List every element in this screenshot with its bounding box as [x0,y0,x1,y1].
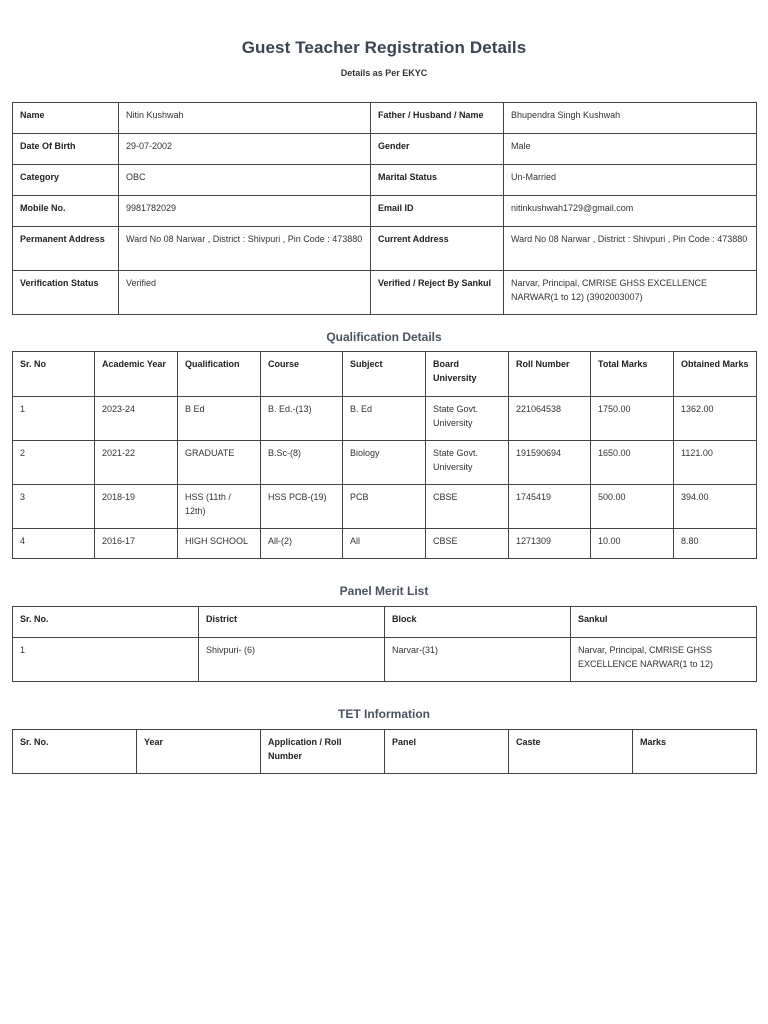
qualification-header-row [13,352,757,397]
field-value: 9981782029 [119,196,371,227]
field-label: Father / Husband / Name [371,103,504,134]
field-label: Date Of Birth [13,134,119,165]
table-cell: 1745419 [509,485,591,529]
field-label: Gender [371,134,504,165]
column-header: Qualification [178,352,261,397]
personal-row [13,103,757,134]
field-value: Ward No 08 Narwar , District : Shivpuri , Pin Code : 473880 [504,227,757,271]
table-cell: 2023-24 [95,397,178,441]
personal-row [13,271,757,315]
field-label: Permanent Address [13,227,119,271]
personal-row [13,134,757,165]
personal-row [13,227,757,271]
table-row [13,441,757,485]
table-cell: B Ed [178,397,261,441]
table-cell: HSS (11th / 12th) [178,485,261,529]
qualification-section-title: Qualification Details [326,330,442,344]
table-cell: B.Sc-(8) [261,441,343,485]
personal-row [13,165,757,196]
table-cell: 2016-17 [95,529,178,559]
table-cell: 8.80 [674,529,757,559]
table-cell: 1 [13,397,95,441]
column-header: Roll Number [509,352,591,397]
table-cell: HIGH SCHOOL [178,529,261,559]
field-label: Verified / Reject By Sankul [371,271,504,315]
table-cell: 2018-19 [95,485,178,529]
merit-header-row [13,607,757,638]
table-cell: 1 [13,638,199,682]
table-cell: 1362.00 [674,397,757,441]
column-header: Course [261,352,343,397]
table-cell: 2 [13,441,95,485]
table-row [13,529,757,559]
table-cell: HSS PCB-(19) [261,485,343,529]
field-label: Mobile No. [13,196,119,227]
table-cell: State Govt. University [426,397,509,441]
table-cell: Shivpuri- (6) [199,638,385,682]
table-cell: 4 [13,529,95,559]
field-value: OBC [119,165,371,196]
table-cell: PCB [343,485,426,529]
table-cell: Narvar-(31) [385,638,571,682]
field-label: Name [13,103,119,134]
page-subtitle: Details as Per EKYC [340,68,428,78]
table-cell: GRADUATE [178,441,261,485]
table-cell: 221064538 [509,397,591,441]
table-cell: 1650.00 [591,441,674,485]
table-cell: Biology [343,441,426,485]
field-value: Verified [119,271,371,315]
tet-header-row [13,730,757,774]
column-header: Sankul [571,607,757,638]
tet-section-title: TET Information [338,707,430,721]
table-cell: B. Ed.-(13) [261,397,343,441]
column-header: Panel [385,730,509,774]
table-cell: 3 [13,485,95,529]
table-cell: 1121.00 [674,441,757,485]
table-cell: 191590694 [509,441,591,485]
column-header: Total Marks [591,352,674,397]
merit-section-title: Panel Merit List [339,584,429,598]
column-header: Year [137,730,261,774]
column-header: Subject [343,352,426,397]
field-label: Marital Status [371,165,504,196]
personal-row [13,196,757,227]
table-cell: Narvar, Principal, CMRISE GHSS EXCELLENCE NARWAR(1 to 12) [571,638,757,682]
table-cell: 394.00 [674,485,757,529]
field-value: nitinkushwah1729@gmail.com [504,196,757,227]
field-value: Ward No 08 Narwar , District : Shivpuri , Pin Code : 473880 [119,227,371,271]
merit-table [12,606,757,682]
column-header: District [199,607,385,638]
column-header: Block [385,607,571,638]
table-cell: CBSE [426,485,509,529]
field-label: Current Address [371,227,504,271]
field-value: 29-07-2002 [119,134,371,165]
table-row [13,638,757,682]
table-cell: B. Ed [343,397,426,441]
table-cell: CBSE [426,529,509,559]
field-value: Nitin Kushwah [119,103,371,134]
table-row [13,485,757,529]
table-cell: State Govt. University [426,441,509,485]
column-header: Academic Year [95,352,178,397]
column-header: Board University [426,352,509,397]
page-title: Guest Teacher Registration Details [241,38,527,57]
field-value: Male [504,134,757,165]
personal-details-table [12,102,757,315]
table-cell: All-(2) [261,529,343,559]
column-header: Caste [509,730,633,774]
field-label: Category [13,165,119,196]
column-header: Application / Roll Number [261,730,385,774]
field-label: Verification Status [13,271,119,315]
table-cell: 1750.00 [591,397,674,441]
column-header: Obtained Marks [674,352,757,397]
field-value: Bhupendra Singh Kushwah [504,103,757,134]
field-label: Email ID [371,196,504,227]
table-cell: 1271309 [509,529,591,559]
field-value: Un-Married [504,165,757,196]
table-cell: 10.00 [591,529,674,559]
column-header: Sr. No. [13,730,137,774]
field-value: Narvar, Principal, CMRISE GHSS EXCELLENCE NARWAR(1 to 12) (3902003007) [504,271,757,315]
column-header: Sr. No [13,352,95,397]
table-row [13,397,757,441]
table-cell: 500.00 [591,485,674,529]
column-header: Marks [633,730,757,774]
table-cell: 2021-22 [95,441,178,485]
column-header: Sr. No. [13,607,199,638]
qualification-table [12,351,757,559]
tet-table [12,729,757,774]
table-cell: All [343,529,426,559]
